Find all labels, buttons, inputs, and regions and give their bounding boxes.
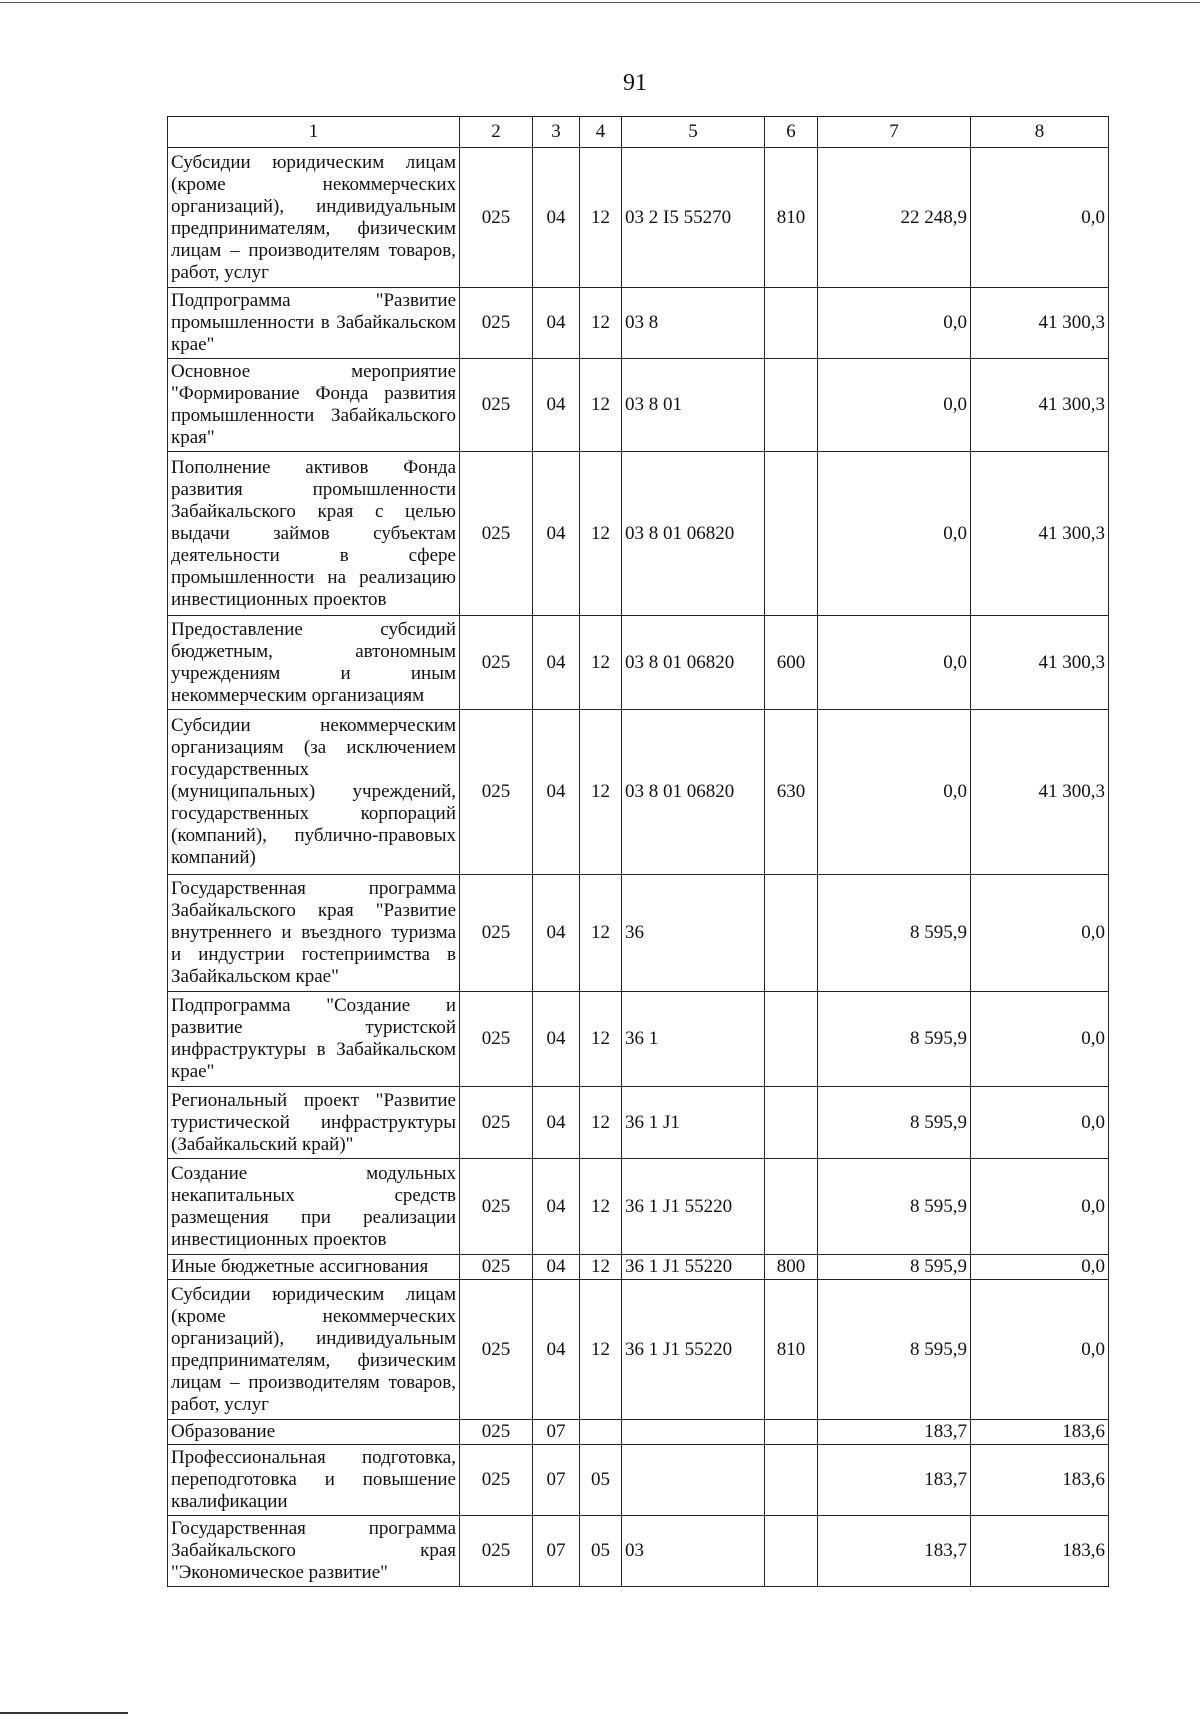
- cell-amount-col8: 0,0: [971, 1255, 1109, 1280]
- cell-ministry-code: 025: [460, 1516, 533, 1587]
- cell-amount-col7: 183,7: [818, 1445, 971, 1516]
- cell-ministry-code: 025: [460, 359, 533, 452]
- table-row: [168, 1445, 1109, 1516]
- cell-amount-col7: 8 595,9: [818, 1159, 971, 1255]
- cell-subsection: 12: [580, 616, 622, 710]
- row-name: Предоставление субсидий бюджетным, автономным учреждениям и иным некоммерческим организациям: [168, 616, 460, 710]
- cell-subsection: 12: [580, 288, 622, 359]
- header-col-6: 6: [765, 117, 818, 148]
- header-col-2: 2: [460, 117, 533, 148]
- cell-section: 04: [533, 1087, 580, 1159]
- footnote-separator-line: [0, 1712, 128, 1714]
- cell-amount-col7: 0,0: [818, 452, 971, 616]
- table-row: [168, 288, 1109, 359]
- cell-expense-type: 800: [765, 1255, 818, 1280]
- row-name: Создание модульных некапитальных средств размещения при реализации инвестиционных проектов: [168, 1159, 460, 1255]
- cell-subsection: 12: [580, 452, 622, 616]
- header-col-7: 7: [818, 117, 971, 148]
- cell-amount-col7: 8 595,9: [818, 1255, 971, 1280]
- row-name: Региональный проект "Развитие туристической инфраструктуры (Забайкальский край)": [168, 1087, 460, 1159]
- cell-target-article: 03 2 I5 55270: [622, 148, 765, 288]
- cell-section: 04: [533, 710, 580, 875]
- cell-amount-col7: 0,0: [818, 616, 971, 710]
- cell-amount-col7: 22 248,9: [818, 148, 971, 288]
- cell-amount-col8: 41 300,3: [971, 359, 1109, 452]
- header-row: [168, 117, 1109, 148]
- cell-amount-col8: 41 300,3: [971, 710, 1109, 875]
- header-col-1: 1: [168, 117, 460, 148]
- cell-amount-col8: 41 300,3: [971, 616, 1109, 710]
- row-name: Подпрограмма "Создание и развитие туристской инфраструктуры в Забайкальском крае": [168, 992, 460, 1087]
- budget-table: [167, 116, 1109, 1587]
- cell-target-article: [622, 1445, 765, 1516]
- cell-subsection: 12: [580, 875, 622, 992]
- cell-ministry-code: 025: [460, 875, 533, 992]
- cell-section: 04: [533, 992, 580, 1087]
- cell-expense-type: [765, 1420, 818, 1445]
- cell-amount-col8: 41 300,3: [971, 288, 1109, 359]
- cell-ministry-code: 025: [460, 1420, 533, 1445]
- table-row: [168, 452, 1109, 616]
- cell-amount-col7: 183,7: [818, 1420, 971, 1445]
- cell-amount-col8: 0,0: [971, 1159, 1109, 1255]
- cell-ministry-code: 025: [460, 1255, 533, 1280]
- cell-target-article: 36 1: [622, 992, 765, 1087]
- cell-target-article: [622, 1420, 765, 1445]
- table-row: [168, 875, 1109, 992]
- cell-expense-type: 810: [765, 148, 818, 288]
- cell-subsection: 12: [580, 1159, 622, 1255]
- cell-subsection: 12: [580, 1255, 622, 1280]
- cell-amount-col8: 183,6: [971, 1420, 1109, 1445]
- cell-ministry-code: 025: [460, 1159, 533, 1255]
- cell-amount-col8: 0,0: [971, 992, 1109, 1087]
- cell-target-article: 36 1 J1 55220: [622, 1255, 765, 1280]
- row-name: Образование: [168, 1420, 460, 1445]
- cell-target-article: 36 1 J1: [622, 1087, 765, 1159]
- cell-amount-col7: 183,7: [818, 1516, 971, 1587]
- cell-amount-col7: 0,0: [818, 710, 971, 875]
- cell-amount-col8: 41 300,3: [971, 452, 1109, 616]
- top-border-line: [0, 2, 1200, 3]
- cell-section: 04: [533, 1255, 580, 1280]
- cell-subsection: 05: [580, 1516, 622, 1587]
- row-name: Подпрограмма "Развитие промышленности в Забайкальском крае": [168, 288, 460, 359]
- cell-amount-col7: 8 595,9: [818, 1280, 971, 1420]
- cell-expense-type: [765, 992, 818, 1087]
- cell-subsection: [580, 1420, 622, 1445]
- row-name: Основное мероприятие "Формирование Фонда развития промышленности Забайкальского края": [168, 359, 460, 452]
- cell-ministry-code: 025: [460, 1280, 533, 1420]
- row-name: Субсидии юридическим лицам (кроме некоммерческих организаций), индивидуальным предпринимателям, физическим лицам – производителям товаров, работ, услуг: [168, 148, 460, 288]
- cell-subsection: 05: [580, 1445, 622, 1516]
- cell-ministry-code: 025: [460, 616, 533, 710]
- cell-amount-col7: 8 595,9: [818, 992, 971, 1087]
- cell-subsection: 12: [580, 1280, 622, 1420]
- cell-target-article: 03 8 01 06820: [622, 452, 765, 616]
- header-col-4: 4: [580, 117, 622, 148]
- cell-section: 07: [533, 1420, 580, 1445]
- cell-section: 04: [533, 616, 580, 710]
- cell-ministry-code: 025: [460, 288, 533, 359]
- table-row: [168, 1516, 1109, 1587]
- cell-amount-col8: 0,0: [971, 148, 1109, 288]
- cell-subsection: 12: [580, 148, 622, 288]
- cell-expense-type: [765, 875, 818, 992]
- table-row: [168, 992, 1109, 1087]
- cell-expense-type: 810: [765, 1280, 818, 1420]
- cell-target-article: 36 1 J1 55220: [622, 1280, 765, 1420]
- row-name: Пополнение активов Фонда развития промышленности Забайкальского края с целью выдачи займов субъектам деятельности в сфере промышленности на реализацию инвестиционных проектов: [168, 452, 460, 616]
- cell-amount-col8: 0,0: [971, 1280, 1109, 1420]
- table-row: [168, 359, 1109, 452]
- cell-amount-col8: 0,0: [971, 875, 1109, 992]
- cell-expense-type: [765, 1516, 818, 1587]
- cell-amount-col7: 0,0: [818, 359, 971, 452]
- cell-section: 07: [533, 1516, 580, 1587]
- cell-ministry-code: 025: [460, 710, 533, 875]
- cell-amount-col8: 183,6: [971, 1516, 1109, 1587]
- table-row: [168, 616, 1109, 710]
- cell-subsection: 12: [580, 359, 622, 452]
- cell-section: 04: [533, 1280, 580, 1420]
- table-row: [168, 148, 1109, 288]
- cell-section: 07: [533, 1445, 580, 1516]
- table-row: [168, 1255, 1109, 1280]
- cell-expense-type: [765, 1159, 818, 1255]
- cell-amount-col8: 183,6: [971, 1445, 1109, 1516]
- cell-target-article: 03: [622, 1516, 765, 1587]
- cell-target-article: 03 8 01 06820: [622, 710, 765, 875]
- cell-subsection: 12: [580, 1087, 622, 1159]
- cell-target-article: 36 1 J1 55220: [622, 1159, 765, 1255]
- cell-subsection: 12: [580, 710, 622, 875]
- cell-expense-type: [765, 1445, 818, 1516]
- row-name: Государственная программа Забайкальского края "Экономическое развитие": [168, 1516, 460, 1587]
- cell-amount-col7: 8 595,9: [818, 875, 971, 992]
- cell-ministry-code: 025: [460, 992, 533, 1087]
- cell-section: 04: [533, 452, 580, 616]
- cell-ministry-code: 025: [460, 452, 533, 616]
- cell-amount-col7: 0,0: [818, 288, 971, 359]
- cell-target-article: 03 8 01 06820: [622, 616, 765, 710]
- header-col-5: 5: [622, 117, 765, 148]
- cell-section: 04: [533, 288, 580, 359]
- cell-section: 04: [533, 148, 580, 288]
- page-number: 91: [623, 70, 647, 96]
- row-name: Государственная программа Забайкальского края "Развитие внутреннего и въездного туризма и индустрии гостеприимства в Забайкальском крае": [168, 875, 460, 992]
- cell-section: 04: [533, 359, 580, 452]
- cell-expense-type: 600: [765, 616, 818, 710]
- cell-amount-col7: 8 595,9: [818, 1087, 971, 1159]
- cell-ministry-code: 025: [460, 148, 533, 288]
- cell-expense-type: [765, 359, 818, 452]
- row-name: Субсидии юридическим лицам (кроме некоммерческих организаций), индивидуальным предпринимателям, физическим лицам – производителям товаров, работ, услуг: [168, 1280, 460, 1420]
- cell-target-article: 03 8: [622, 288, 765, 359]
- table-row: [168, 1420, 1109, 1445]
- cell-expense-type: [765, 288, 818, 359]
- cell-subsection: 12: [580, 992, 622, 1087]
- row-name: Субсидии некоммерческим организациям (за исключением государственных (муниципальных) учреждений, государственных корпораций (компаний), публично-правовых компаний): [168, 710, 460, 875]
- cell-section: 04: [533, 875, 580, 992]
- cell-amount-col8: 0,0: [971, 1087, 1109, 1159]
- cell-expense-type: 630: [765, 710, 818, 875]
- header-col-8: 8: [971, 117, 1109, 148]
- table-row: [168, 1087, 1109, 1159]
- cell-expense-type: [765, 1087, 818, 1159]
- cell-ministry-code: 025: [460, 1087, 533, 1159]
- row-name: Иные бюджетные ассигнования: [168, 1255, 460, 1280]
- cell-expense-type: [765, 452, 818, 616]
- header-col-3: 3: [533, 117, 580, 148]
- row-name: Профессиональная подготовка, переподготовка и повышение квалификации: [168, 1445, 460, 1516]
- table-row: [168, 710, 1109, 875]
- table-row: [168, 1280, 1109, 1420]
- cell-target-article: 03 8 01: [622, 359, 765, 452]
- table-row: [168, 1159, 1109, 1255]
- cell-section: 04: [533, 1159, 580, 1255]
- cell-target-article: 36: [622, 875, 765, 992]
- cell-ministry-code: 025: [460, 1445, 533, 1516]
